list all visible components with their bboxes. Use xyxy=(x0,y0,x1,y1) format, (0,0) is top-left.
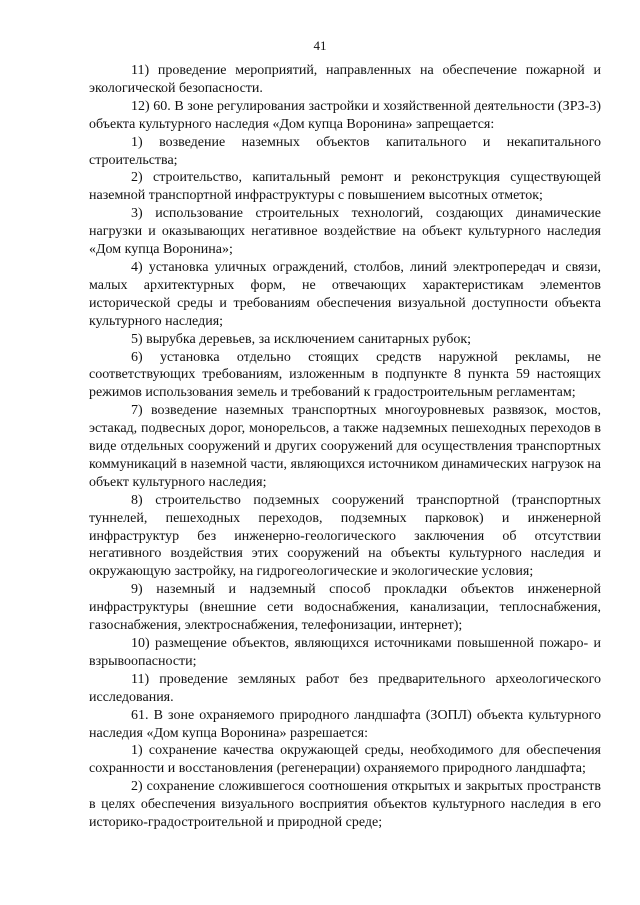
paragraph: 10) размещение объектов, являющихся источниками повышенной пожаро- и взрывоопасности; xyxy=(89,636,601,669)
paragraph: 11) проведение мероприятий, направленных на обеспечение пожарной и экологической безопасности. xyxy=(89,63,601,96)
paragraph: 9) наземный и надземный способ прокладки объектов инженерной инфраструктуры (внешние сети водоснабжения, канализации, теплоснабжения, газоснабжения, электроснабжения, телефонизации, интернет); xyxy=(89,582,601,634)
paragraph: 7) возведение наземных транспортных многоуровневых развязок, мостов, эстакад, подвесных дорог, монорельсов, а также надземных пешеходных переходов в виде отдельных сооружений и других сооружений для осуществления транспортных коммуникаций в наземной части, являющихся источником динамических нагрузок на объект культурного наследия; xyxy=(89,403,601,490)
paragraph: 8) строительство подземных сооружений транспортной (транспортных туннелей, пешеходных переходов, подземных парковок) и инженерной инфраструктур без инженерно-геологического заключения об отсутствии негативного воздействия этих сооружений на объекты культурного наследия и окружающую застройку, на гидрогеологические и экологические условия; xyxy=(89,492,601,580)
paragraph: 5) вырубка деревьев, за исключением санитарных рубок; xyxy=(131,331,472,347)
paragraph: 12) 60. В зоне регулирования застройки и хозяйственной деятельности (ЗРЗ-3) объекта культурного наследия «Дом купца Воронина» запрещается: xyxy=(89,98,601,132)
paragraph: 2) сохранение сложившегося соотношения открытых и закрытых пространств в целях обеспечения визуального восприятия объектов культурного наследия в его историко-градостроительной и природной среде; xyxy=(89,779,601,831)
paragraph: 2) строительство, капитальный ремонт и реконструкция существующей наземной транспортной инфраструктуры с повышением высотных отметок; xyxy=(89,170,601,204)
paragraph: 1) возведение наземных объектов капитального и некапитального строительства; xyxy=(89,134,601,168)
paragraph: 61. В зоне охраняемого природного ландшафта (ЗОПЛ) объекта культурного наследия «Дом купца Воронина» разрешается: xyxy=(89,707,601,741)
paragraph: 1) сохранение качества окружающей среды, необходимого для обеспечения сохранности и восстановления (регенерации) охраняемого природного ландшафта; xyxy=(89,743,601,777)
page-number: 41 xyxy=(313,38,327,53)
document-body xyxy=(89,62,601,832)
paragraph: 3) использование строительных технологий, создающих динамические нагрузки и оказывающих негативное воздействие на объект культурного наследия «Дом купца Воронина»; xyxy=(89,206,601,258)
paragraph: 11) проведение земляных работ без предварительного археологического исследования. xyxy=(89,671,601,705)
paragraph: 6) установка отдельно стоящих средств наружной рекламы, не соответствующих требованиям, изложенным в подпункте 8 пункта 59 настоящих режимов использования земель и требований к градостроительным регламентам; xyxy=(89,349,601,401)
paragraph: 4) установка уличных ограждений, столбов, линий электропередач и связи, малых архитектурных форм, не отвечающих характеристикам элементов исторической среды и требованиям обеспечения визуальной доступности объекта культурного наследия; xyxy=(89,259,601,329)
